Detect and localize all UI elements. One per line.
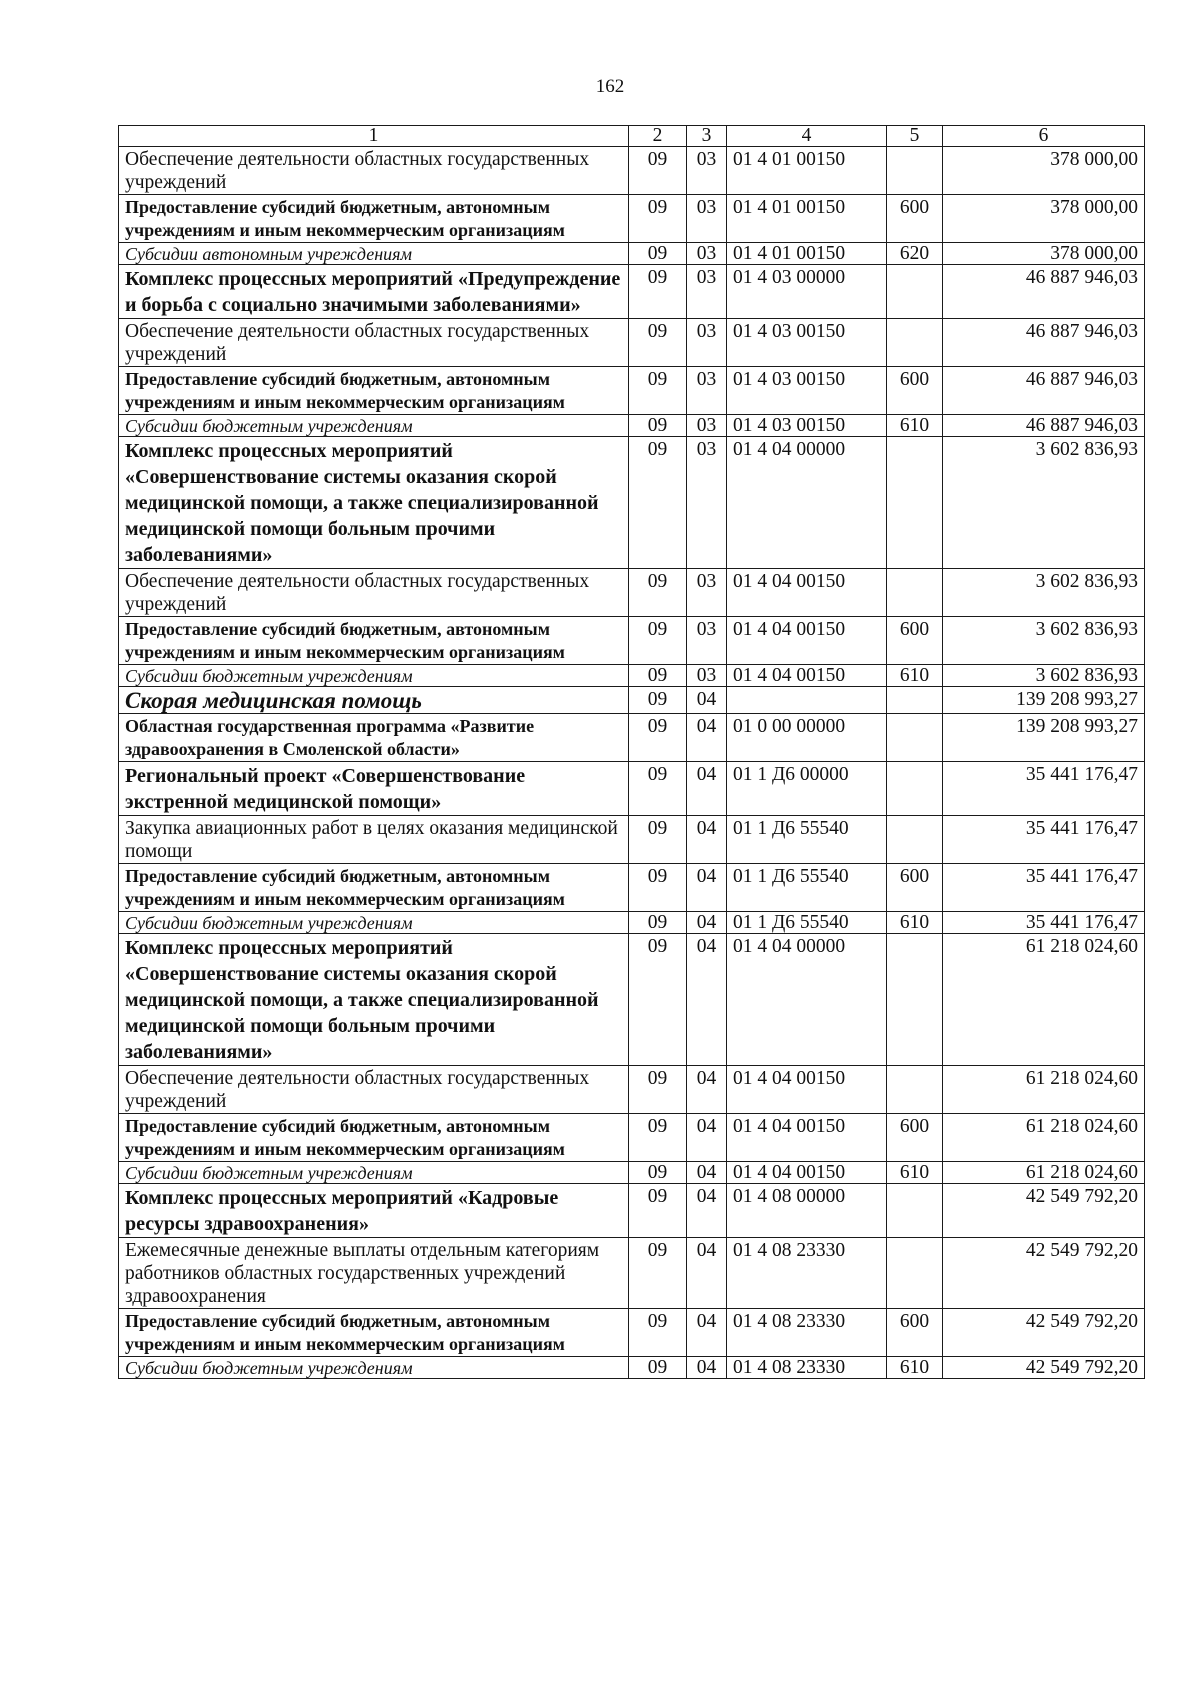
table-row [119, 1162, 1145, 1184]
table-row [119, 1309, 1145, 1357]
row-target-cell: 01 4 08 00000 [727, 1184, 887, 1238]
row-target-cell: 01 4 04 00150 [727, 617, 887, 665]
row-subsection-cell: 04 [687, 816, 727, 864]
row-amount-cell: 46 887 946,03 [943, 265, 1145, 319]
row-section-cell: 09 [629, 195, 687, 243]
table-row [119, 1066, 1145, 1114]
row-target-cell: 01 1 Д6 55540 [727, 912, 887, 934]
row-name-cell: Обеспечение деятельности областных государственных учреждений [119, 1066, 629, 1114]
row-expense-type-cell: 610 [887, 1357, 943, 1379]
row-amount-cell: 61 218 024,60 [943, 934, 1145, 1066]
table-row [119, 1184, 1145, 1238]
row-section-cell: 09 [629, 1309, 687, 1357]
row-name-cell: Закупка авиационных работ в целях оказания медицинской помощи [119, 816, 629, 864]
row-name-cell: Ежемесячные денежные выплаты отдельным категориям работников областных государственных учреждений здравоохранения [119, 1238, 629, 1309]
table-row [119, 1114, 1145, 1162]
row-expense-type-cell [887, 816, 943, 864]
row-amount-cell: 139 208 993,27 [943, 687, 1145, 714]
table-row [119, 934, 1145, 1066]
row-expense-type-cell: 610 [887, 415, 943, 437]
row-target-cell: 01 4 04 00150 [727, 569, 887, 617]
table-row [119, 437, 1145, 569]
row-subsection-cell: 03 [687, 437, 727, 569]
row-section-cell: 09 [629, 762, 687, 816]
row-subsection-cell: 04 [687, 864, 727, 912]
table-header [119, 126, 1145, 147]
row-expense-type-cell: 610 [887, 912, 943, 934]
row-target-cell: 01 4 04 00150 [727, 1114, 887, 1162]
row-expense-type-cell: 620 [887, 243, 943, 265]
table-row [119, 147, 1145, 195]
row-name-cell: Предоставление субсидий бюджетным, автономным учреждениям и иным некоммерческим организациям [119, 1114, 629, 1162]
row-expense-type-cell [887, 1238, 943, 1309]
row-subsection-cell: 04 [687, 1066, 727, 1114]
row-section-cell: 09 [629, 147, 687, 195]
row-name-cell: Субсидии бюджетным учреждениям [119, 665, 629, 687]
row-expense-type-cell [887, 1184, 943, 1238]
header-col-6: 6 [943, 126, 1145, 147]
row-section-cell: 09 [629, 319, 687, 367]
row-amount-cell: 35 441 176,47 [943, 912, 1145, 934]
row-subsection-cell: 04 [687, 1114, 727, 1162]
row-amount-cell: 61 218 024,60 [943, 1066, 1145, 1114]
row-section-cell: 09 [629, 714, 687, 762]
row-target-cell: 01 4 08 23330 [727, 1357, 887, 1379]
row-expense-type-cell [887, 762, 943, 816]
row-amount-cell: 378 000,00 [943, 147, 1145, 195]
row-subsection-cell: 04 [687, 1238, 727, 1309]
table-row [119, 816, 1145, 864]
table-row [119, 864, 1145, 912]
row-target-cell: 01 4 01 00150 [727, 243, 887, 265]
row-amount-cell: 3 602 836,93 [943, 617, 1145, 665]
row-target-cell: 01 4 03 00000 [727, 265, 887, 319]
header-col-2: 2 [629, 126, 687, 147]
row-amount-cell: 46 887 946,03 [943, 319, 1145, 367]
table-row [119, 617, 1145, 665]
table-row [119, 665, 1145, 687]
row-name-cell: Обеспечение деятельности областных государственных учреждений [119, 147, 629, 195]
row-name-cell: Предоставление субсидий бюджетным, автономным учреждениям и иным некоммерческим организациям [119, 367, 629, 415]
row-target-cell: 01 4 03 00150 [727, 415, 887, 437]
row-amount-cell: 42 549 792,20 [943, 1309, 1145, 1357]
row-amount-cell: 35 441 176,47 [943, 762, 1145, 816]
header-col-4: 4 [727, 126, 887, 147]
row-name-cell: Субсидии бюджетным учреждениям [119, 912, 629, 934]
row-name-cell: Обеспечение деятельности областных государственных учреждений [119, 319, 629, 367]
table-row [119, 243, 1145, 265]
row-name-cell: Предоставление субсидий бюджетным, автономным учреждениям и иным некоммерческим организациям [119, 195, 629, 243]
row-target-cell: 01 4 08 23330 [727, 1238, 887, 1309]
row-section-cell: 09 [629, 912, 687, 934]
row-name-cell: Комплекс процессных мероприятий «Совершенствование системы оказания скорой медицинской помощи, а также специализированной медицинской помощи больным прочими заболеваниями» [119, 437, 629, 569]
row-expense-type-cell: 610 [887, 665, 943, 687]
row-expense-type-cell [887, 437, 943, 569]
row-subsection-cell: 03 [687, 367, 727, 415]
row-expense-type-cell: 600 [887, 1114, 943, 1162]
row-subsection-cell: 04 [687, 687, 727, 714]
row-section-cell: 09 [629, 437, 687, 569]
row-subsection-cell: 04 [687, 714, 727, 762]
row-name-cell: Субсидии автономным учреждениям [119, 243, 629, 265]
row-section-cell: 09 [629, 617, 687, 665]
row-amount-cell: 42 549 792,20 [943, 1238, 1145, 1309]
row-target-cell: 01 4 04 00150 [727, 1162, 887, 1184]
row-name-cell: Скорая медицинская помощь [119, 687, 629, 714]
row-amount-cell: 3 602 836,93 [943, 665, 1145, 687]
row-subsection-cell: 03 [687, 147, 727, 195]
table-row [119, 415, 1145, 437]
row-subsection-cell: 03 [687, 319, 727, 367]
header-col-3: 3 [687, 126, 727, 147]
header-row [119, 126, 1145, 147]
table-body [119, 147, 1145, 1379]
row-subsection-cell: 03 [687, 265, 727, 319]
row-expense-type-cell: 600 [887, 367, 943, 415]
row-section-cell: 09 [629, 367, 687, 415]
header-col-5: 5 [887, 126, 943, 147]
row-subsection-cell: 04 [687, 934, 727, 1066]
table-row [119, 367, 1145, 415]
row-subsection-cell: 03 [687, 617, 727, 665]
row-section-cell: 09 [629, 1184, 687, 1238]
row-target-cell: 01 1 Д6 55540 [727, 864, 887, 912]
row-name-cell: Региональный проект «Совершенствование экстренной медицинской помощи» [119, 762, 629, 816]
row-name-cell: Комплекс процессных мероприятий «Предупреждение и борьба с социально значимыми заболеваниями» [119, 265, 629, 319]
row-expense-type-cell [887, 934, 943, 1066]
row-expense-type-cell: 610 [887, 1162, 943, 1184]
table-row [119, 912, 1145, 934]
row-amount-cell: 3 602 836,93 [943, 569, 1145, 617]
row-section-cell: 09 [629, 243, 687, 265]
row-section-cell: 09 [629, 934, 687, 1066]
row-name-cell: Предоставление субсидий бюджетным, автономным учреждениям и иным некоммерческим организациям [119, 1309, 629, 1357]
row-expense-type-cell: 600 [887, 1309, 943, 1357]
row-name-cell: Областная государственная программа «Развитие здравоохранения в Смоленской области» [119, 714, 629, 762]
row-subsection-cell: 03 [687, 243, 727, 265]
row-expense-type-cell: 600 [887, 195, 943, 243]
row-section-cell: 09 [629, 569, 687, 617]
row-amount-cell: 61 218 024,60 [943, 1162, 1145, 1184]
row-amount-cell: 42 549 792,20 [943, 1184, 1145, 1238]
row-target-cell: 01 0 00 00000 [727, 714, 887, 762]
row-amount-cell: 42 549 792,20 [943, 1357, 1145, 1379]
row-subsection-cell: 04 [687, 1184, 727, 1238]
row-target-cell: 01 4 03 00150 [727, 319, 887, 367]
row-subsection-cell: 04 [687, 1162, 727, 1184]
row-expense-type-cell: 600 [887, 864, 943, 912]
row-target-cell: 01 4 01 00150 [727, 147, 887, 195]
table-row [119, 319, 1145, 367]
row-target-cell: 01 4 04 00000 [727, 437, 887, 569]
row-target-cell: 01 4 03 00150 [727, 367, 887, 415]
row-target-cell: 01 1 Д6 00000 [727, 762, 887, 816]
row-subsection-cell: 03 [687, 569, 727, 617]
table-row [119, 265, 1145, 319]
row-subsection-cell: 03 [687, 195, 727, 243]
row-expense-type-cell [887, 319, 943, 367]
row-target-cell: 01 4 04 00000 [727, 934, 887, 1066]
row-name-cell: Обеспечение деятельности областных государственных учреждений [119, 569, 629, 617]
row-expense-type-cell [887, 265, 943, 319]
row-section-cell: 09 [629, 816, 687, 864]
row-amount-cell: 35 441 176,47 [943, 864, 1145, 912]
row-expense-type-cell [887, 1066, 943, 1114]
row-subsection-cell: 03 [687, 665, 727, 687]
table-row [119, 762, 1145, 816]
row-expense-type-cell [887, 714, 943, 762]
row-section-cell: 09 [629, 687, 687, 714]
row-section-cell: 09 [629, 1114, 687, 1162]
row-subsection-cell: 04 [687, 912, 727, 934]
row-subsection-cell: 04 [687, 1309, 727, 1357]
table-row [119, 569, 1145, 617]
row-name-cell: Субсидии бюджетным учреждениям [119, 415, 629, 437]
table-row [119, 1238, 1145, 1309]
row-target-cell: 01 4 01 00150 [727, 195, 887, 243]
row-name-cell: Комплекс процессных мероприятий «Кадровые ресурсы здравоохранения» [119, 1184, 629, 1238]
row-amount-cell: 3 602 836,93 [943, 437, 1145, 569]
row-amount-cell: 61 218 024,60 [943, 1114, 1145, 1162]
row-amount-cell: 378 000,00 [943, 243, 1145, 265]
row-section-cell: 09 [629, 864, 687, 912]
table-row [119, 687, 1145, 714]
row-subsection-cell: 04 [687, 1357, 727, 1379]
row-target-cell [727, 687, 887, 714]
row-section-cell: 09 [629, 415, 687, 437]
row-amount-cell: 139 208 993,27 [943, 714, 1145, 762]
row-expense-type-cell [887, 147, 943, 195]
row-expense-type-cell: 600 [887, 617, 943, 665]
row-amount-cell: 46 887 946,03 [943, 367, 1145, 415]
table-row [119, 1357, 1145, 1379]
table-row [119, 195, 1145, 243]
row-section-cell: 09 [629, 1357, 687, 1379]
budget-table [118, 125, 1145, 1379]
row-section-cell: 09 [629, 1162, 687, 1184]
row-target-cell: 01 4 04 00150 [727, 1066, 887, 1114]
row-name-cell: Предоставление субсидий бюджетным, автономным учреждениям и иным некоммерческим организациям [119, 617, 629, 665]
row-name-cell: Предоставление субсидий бюджетным, автономным учреждениям и иным некоммерческим организациям [119, 864, 629, 912]
row-target-cell: 01 1 Д6 55540 [727, 816, 887, 864]
page-number: 162 [595, 76, 625, 97]
row-expense-type-cell [887, 687, 943, 714]
row-name-cell: Комплекс процессных мероприятий «Совершенствование системы оказания скорой медицинской помощи, а также специализированной медицинской помощи больным прочими заболеваниями» [119, 934, 629, 1066]
row-amount-cell: 35 441 176,47 [943, 816, 1145, 864]
row-section-cell: 09 [629, 265, 687, 319]
row-name-cell: Субсидии бюджетным учреждениям [119, 1357, 629, 1379]
row-name-cell: Субсидии бюджетным учреждениям [119, 1162, 629, 1184]
row-subsection-cell: 04 [687, 762, 727, 816]
row-section-cell: 09 [629, 665, 687, 687]
row-section-cell: 09 [629, 1066, 687, 1114]
table-row [119, 714, 1145, 762]
row-subsection-cell: 03 [687, 415, 727, 437]
row-target-cell: 01 4 04 00150 [727, 665, 887, 687]
row-amount-cell: 378 000,00 [943, 195, 1145, 243]
row-section-cell: 09 [629, 1238, 687, 1309]
header-col-1: 1 [119, 126, 629, 147]
row-expense-type-cell [887, 569, 943, 617]
row-target-cell: 01 4 08 23330 [727, 1309, 887, 1357]
row-amount-cell: 46 887 946,03 [943, 415, 1145, 437]
